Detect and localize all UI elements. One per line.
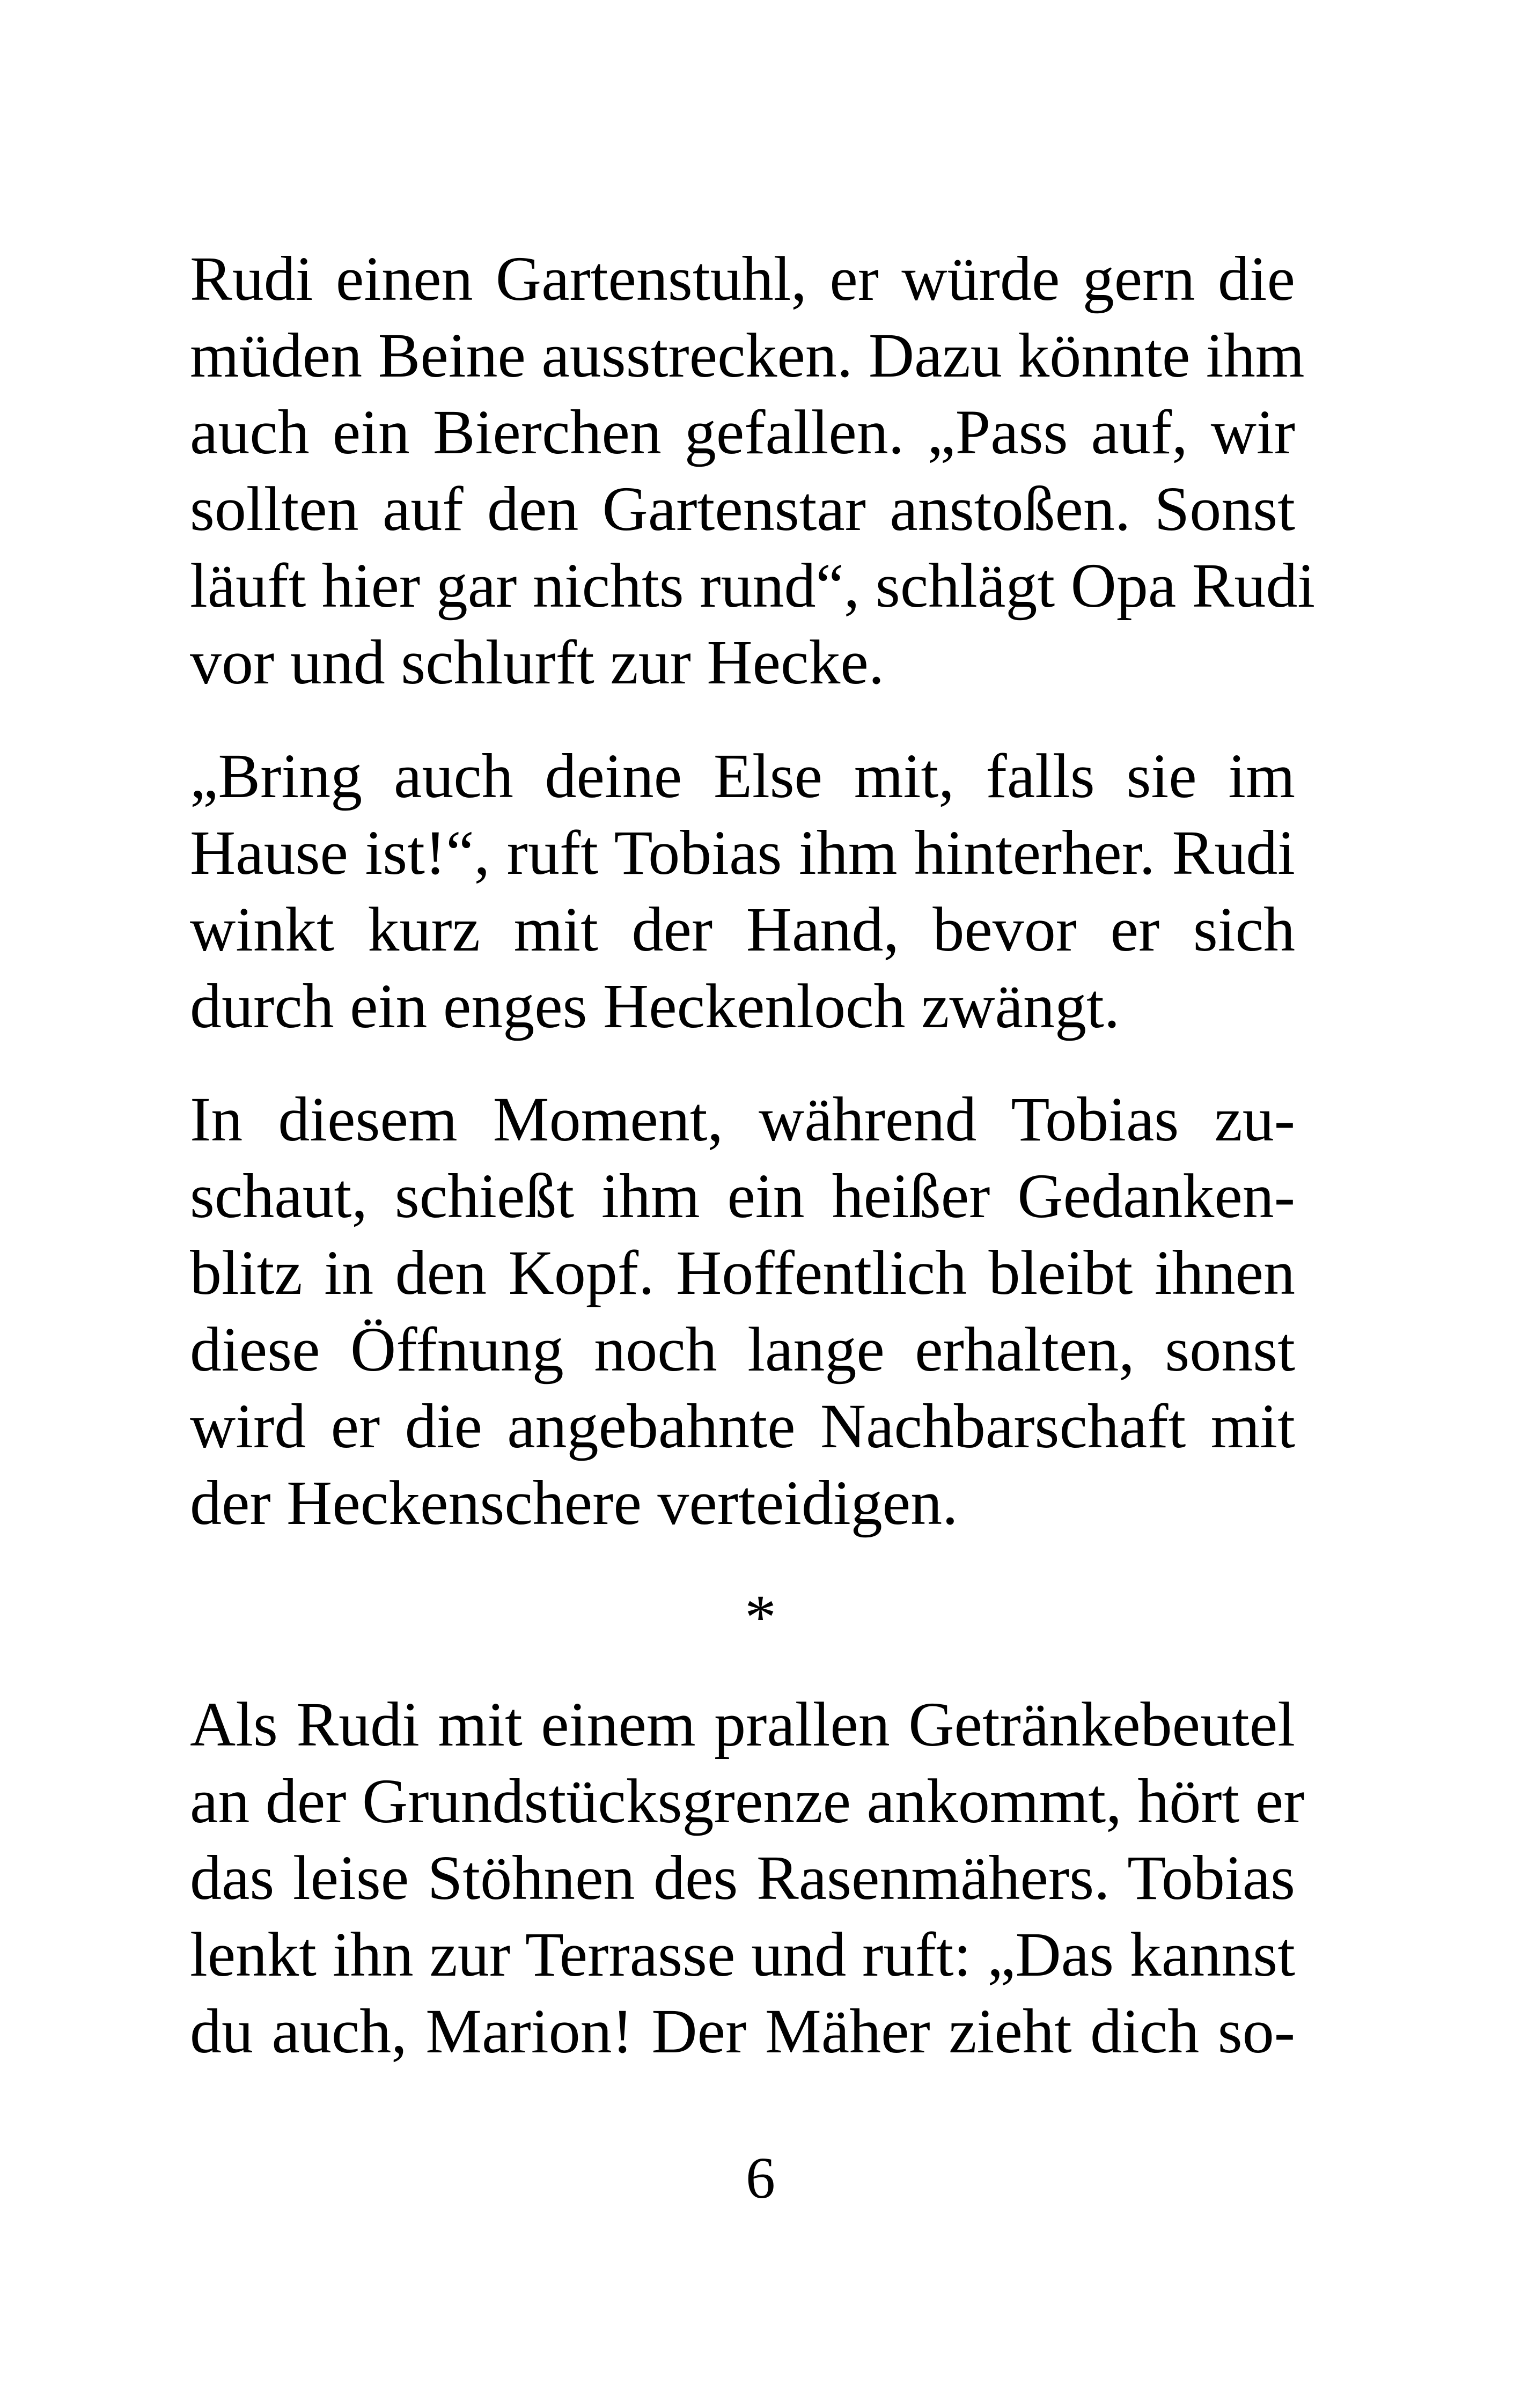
text-line: wird er die angebahnte Nachbarschaft mit [190, 1391, 1295, 1461]
text-line: der Heckenschere verteidigen. [190, 1468, 958, 1538]
text-line: „Bring auch deine Else mit, falls sie im [190, 741, 1295, 811]
text-line: du auch, Marion! Der Mäher zieht dich so- [190, 1996, 1295, 2066]
text-line: sollten auf den Gartenstar anstoßen. Sonst [190, 474, 1295, 544]
text-line: vor und schlurft zur Hecke. [190, 627, 885, 697]
text-line: läuft hier gar nichts rund“, schlägt Opa Rudi [190, 550, 1316, 621]
text-line: durch ein enges Heckenloch zwängt. [190, 971, 1120, 1041]
text-line: winkt kurz mit der Hand, bevor er sich [190, 894, 1295, 964]
scene-separator: * [745, 1582, 776, 1652]
text-line: lenkt ihn zur Terrasse und ruft: „Das kannst [190, 1919, 1295, 1990]
text-line: das leise Stöhnen des Rasenmähers. Tobias [190, 1843, 1295, 1913]
text-line: schaut, schießt ihm ein heißer Gedanken- [190, 1161, 1295, 1231]
text-line: Hause ist!“, ruft Tobias ihm hinterher. Rudi [190, 818, 1295, 888]
text-line: Als Rudi mit einem prallen Getränkebeutel [190, 1689, 1295, 1759]
text-line: Rudi einen Gartenstuhl, er würde gern die [190, 244, 1295, 314]
text-line: an der Grundstücksgrenze ankommt, hört er [190, 1766, 1305, 1836]
text-line: diese Öffnung noch lange erhalten, sonst [190, 1314, 1295, 1385]
text-line: blitz in den Kopf. Hoffentlich bleibt ihnen [190, 1238, 1295, 1308]
text-line: müden Beine ausstrecken. Dazu könnte ihm [190, 320, 1305, 391]
page-number: 6 [746, 2145, 775, 2211]
text-line: In diesem Moment, während Tobias zu- [190, 1084, 1295, 1154]
text-line: auch ein Bierchen gefallen. „Pass auf, wir [190, 397, 1295, 467]
